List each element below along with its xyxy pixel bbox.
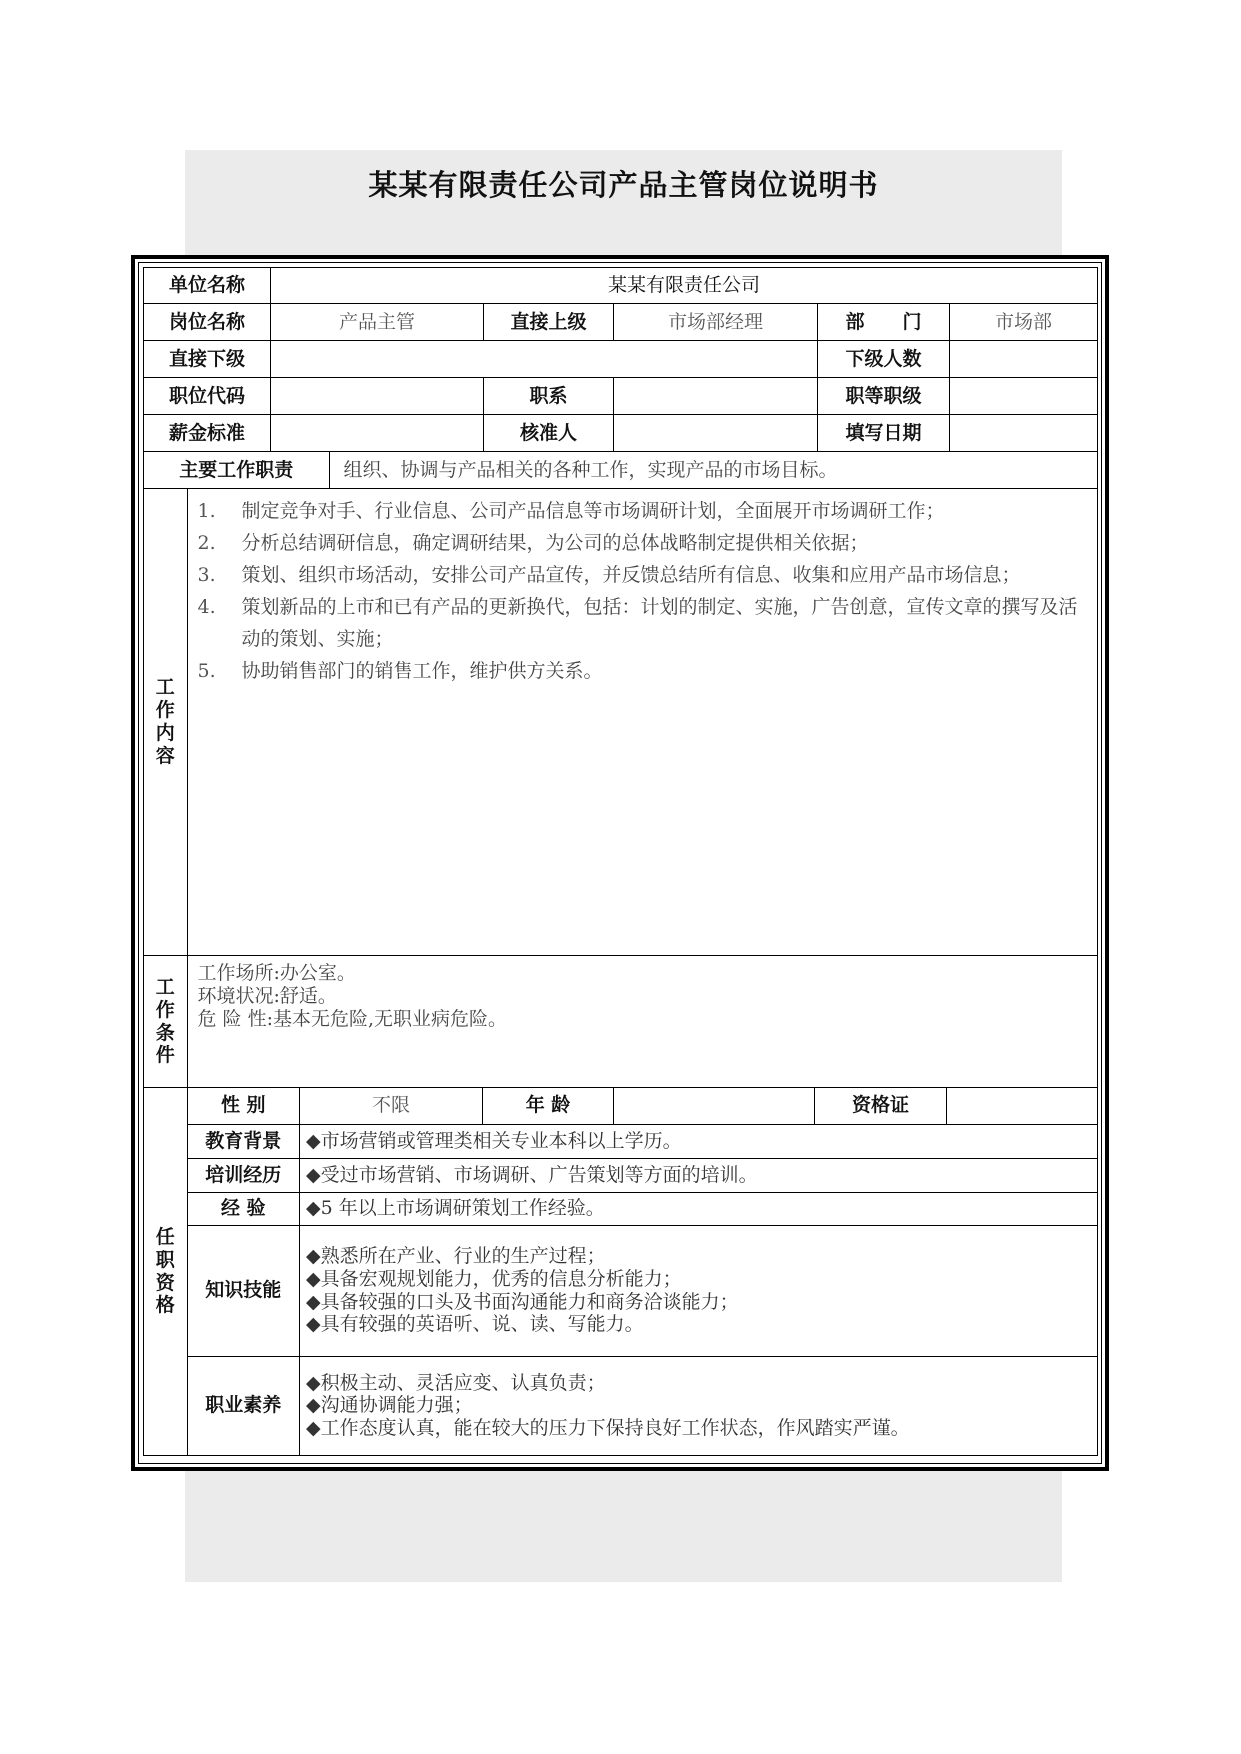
job-description-frame [131,255,1109,1471]
row-work-content [144,489,1098,956]
row-work-conditions [144,956,1098,1088]
gender-value: 不限 [300,1088,483,1124]
work-content-table [144,489,1097,955]
experience-label: 经 验 [188,1192,300,1225]
document-title: 某某有限责任公司产品主管岗位说明书 [368,168,879,202]
quality-label: 职业素养 [188,1356,300,1455]
list-item: ◆熟悉所在产业、行业的生产过程； [306,1244,606,1267]
subordinate-count-label: 下级人数 [818,341,950,378]
row-main-duty [144,452,1098,489]
salary-value [271,415,484,452]
row-salary [144,415,1098,452]
main-duty-table [144,452,1097,488]
list-item: 3. 策划、组织市场活动，安排公司产品宣传，并反馈总结所有信息、收集和应用产品市场信息； [197,564,1021,586]
skills-list [300,1225,1098,1356]
department-value: 市场部 [950,304,1098,341]
list-item: ◆工作态度认真，能在较大的压力下保持良好工作状态，作风踏实严谨。 [306,1417,910,1440]
main-duty-label: 主要工作职责 [144,452,329,488]
list-item: 1. 制定竞争对手、行业信息、公司产品信息等市场调研计划，全面展开市场调研工作； [197,500,945,522]
list-item: ◆具备较强的口头及书面沟通能力和商务洽谈能力； [306,1290,739,1313]
condition-environment: 环境状况:舒适。 [197,984,337,1007]
job-family-value [614,378,818,415]
post-name-label: 岗位名称 [144,304,271,341]
row-skills [188,1225,1098,1356]
condition-workplace: 工作场所:办公室。 [197,962,356,984]
training-label: 培训经历 [188,1158,300,1192]
direct-subordinate-label: 直接下级 [144,341,271,378]
row-education [188,1124,1098,1158]
grade-value [950,378,1098,415]
work-content-label: 工 作 内 容 [144,489,187,955]
list-item: ◆沟通协调能力强； [306,1394,473,1417]
main-duty-text: 组织、协调与产品相关的各种工作，实现产品的市场目标。 [343,458,838,481]
work-content-list [187,489,1097,955]
grade-label: 职等职级 [818,378,950,415]
training-value: ◆受过市场营销、市场调研、广告策划等方面的培训。 [300,1158,1098,1192]
post-code-label: 职位代码 [144,378,271,415]
qualifications-table [188,1088,1098,1455]
approver-label: 核准人 [484,415,614,452]
job-family-label: 职系 [484,378,614,415]
list-item: 2. 分析总结调研信息，确定调研结果，为公司的总体战略制定提供相关依据； [197,532,869,554]
row-gender-age [188,1088,1098,1124]
experience-value: ◆5 年以上市场调研策划工作经验。 [300,1192,1098,1225]
education-label: 教育背景 [188,1124,300,1158]
department-label: 部 门 [818,304,950,341]
direct-subordinate-value [271,341,818,378]
certificate-value [947,1088,1098,1124]
age-value [614,1088,815,1124]
fill-date-value [950,415,1098,452]
gender-label: 性 别 [188,1088,300,1124]
row-direct-subordinate [144,341,1098,378]
condition-risk: 危 险 性:基本无危险,无职业病危险。 [197,1007,508,1030]
unit-name-label: 单位名称 [144,268,271,304]
post-name-value: 产品主管 [271,304,484,341]
row-post-name [144,304,1098,341]
list-item: 4. 策划新品的上市和已有产品的更新换代，包括：计划的制定、实施，广告创意，宣传文章的撰写及活动的策划、实施； [197,596,1078,650]
work-conditions-list [187,956,1097,1087]
education-value: ◆市场营销或管理类相关专业本科以上学历。 [300,1124,1098,1158]
work-conditions-label: 工 作 条 件 [144,956,187,1087]
job-description-table [143,267,1098,1456]
row-professional-quality [188,1356,1098,1455]
direct-superior-value: 市场部经理 [614,304,818,341]
approver-value [614,415,818,452]
list-item: ◆具有较强的英语听、说、读、写能力。 [306,1313,644,1336]
row-unit-name [144,268,1098,304]
skills-label: 知识技能 [188,1225,300,1356]
list-item: 5. 协助销售部门的销售工作，维护供方关系。 [197,660,603,682]
row-post-code [144,378,1098,415]
row-training [188,1158,1098,1192]
post-code-value [271,378,484,415]
list-item: ◆积极主动、灵活应变、认真负责； [306,1371,606,1394]
list-item: ◆具备宏观规划能力，优秀的信息分析能力； [306,1267,682,1290]
direct-superior-label: 直接上级 [484,304,614,341]
certificate-label: 资格证 [815,1088,947,1124]
qualifications-outer-table [144,1088,1097,1455]
fill-date-label: 填写日期 [818,415,950,452]
subordinate-count-value [950,341,1098,378]
salary-label: 薪金标准 [144,415,271,452]
quality-list [300,1356,1098,1455]
work-conditions-table [144,956,1097,1087]
row-qualifications [144,1088,1098,1456]
row-experience [188,1192,1098,1225]
qualifications-label: 任 职 资 格 [144,1088,187,1455]
unit-name-value: 某某有限责任公司 [271,268,1098,304]
age-label: 年 龄 [483,1088,614,1124]
